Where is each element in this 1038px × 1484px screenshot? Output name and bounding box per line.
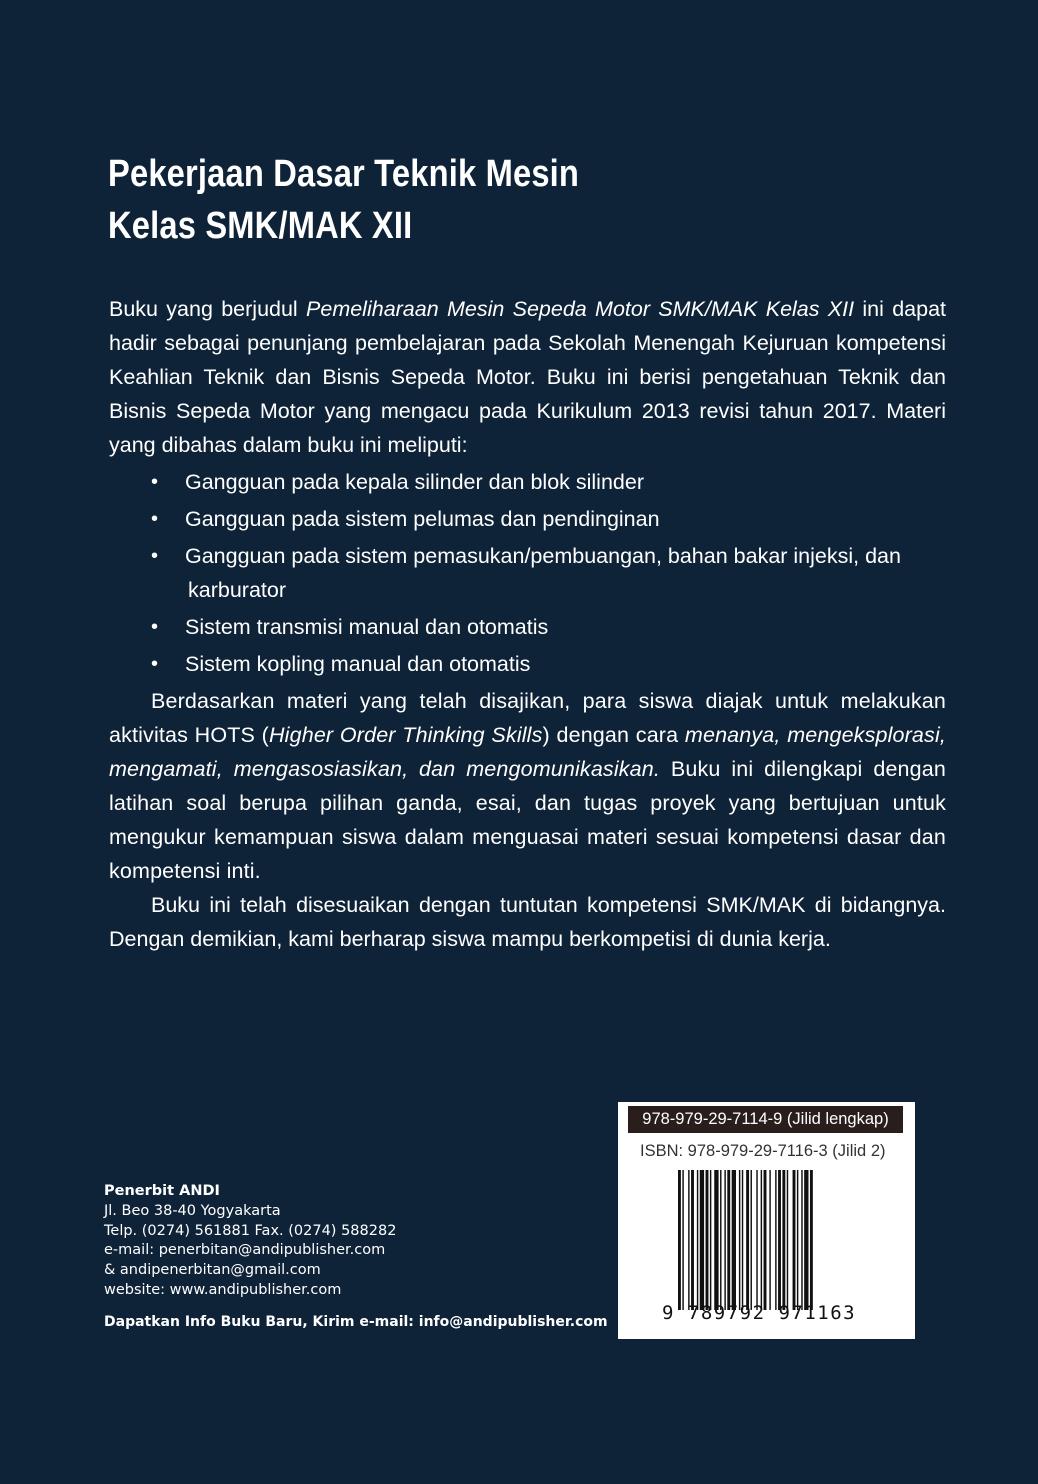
book-title [108, 148, 579, 252]
hots-part-1: Berdasarkan materi yang telah disajikan, para siswa diajak untuk melakukan aktivitas HOTS ( [109, 689, 946, 747]
description [109, 292, 946, 956]
topic-list [109, 465, 946, 681]
topic-text: Sistem kopling manual dan otomatis [185, 652, 531, 676]
publisher-website: website: www.andipublisher.com [104, 1281, 342, 1298]
list-item [109, 610, 946, 644]
topic-text: Gangguan pada sistem pelumas dan pendinginan [185, 507, 660, 531]
hots-part-3: Buku ini dilengkapi dengan latihan soal berupa pilihan ganda, esai, dan tugas proyek yang bertujuan untuk mengukur kemampuan siswa dalam menguasai materi sesuai kompetensi dasar dan kompetensi inti. [109, 757, 946, 883]
isbn-box [618, 1102, 915, 1339]
publisher-email: e-mail: penerbitan@andipublisher.com [104, 1242, 386, 1259]
list-item [109, 502, 946, 536]
publisher-name: Penerbit ANDI [104, 1183, 220, 1199]
publisher-info [104, 1182, 396, 1301]
barcode-icon [678, 1170, 868, 1310]
bullet-icon: • [151, 545, 159, 567]
title-line-1: Pekerjaan Dasar Teknik Mesin [108, 153, 580, 195]
topic-text: Gangguan pada sistem pemasukan/pembuangan, bahan bakar injeksi, dan [185, 544, 901, 568]
publisher-email-2: & andipenerbitan@gmail.com [104, 1262, 321, 1279]
closing-paragraph: Buku ini telah disesuaikan dengan tuntutan kompetensi SMK/MAK di bidangnya. Dengan demikian, kami berharap siswa mampu berkompetisi di dunia kerja. [109, 893, 946, 951]
bullet-icon: • [151, 471, 159, 493]
intro-prefix: Buku yang berjudul [109, 297, 307, 321]
topic-text-wrap: karburator [188, 578, 286, 602]
bullet-icon: • [151, 508, 159, 530]
book-title-italic: Pemeliharaan Mesin Sepeda Motor SMK/MAK Kelas XII [306, 297, 855, 321]
hots-methods: menanya, mengeksplorasi, mengamati, mengasosiasikan, dan mengomunikasikan. [109, 723, 946, 781]
info-line: Dapatkan Info Buku Baru, Kirim e-mail: info@andipublisher.com [104, 1314, 608, 1330]
bullet-icon: • [151, 653, 159, 675]
list-item [109, 465, 946, 499]
publisher-address: Jl. Beo 38-40 Yogyakarta [104, 1202, 281, 1219]
list-item [109, 539, 946, 607]
hots-part-2: ) dengan cara [542, 723, 685, 747]
hots-paragraph [109, 684, 946, 888]
topic-text: Gangguan pada kepala silinder dan blok silinder [185, 470, 644, 494]
isbn-volume: ISBN: 978-979-29-7116-3 (Jilid 2) [640, 1142, 886, 1160]
bullet-icon: • [151, 616, 159, 638]
list-item [109, 647, 946, 681]
publisher-phone: Telp. (0274) 561881 Fax. (0274) 588282 [104, 1222, 397, 1239]
intro-paragraph [109, 292, 946, 462]
intro-suffix: ini dapat hadir sebagai penunjang pembelajaran pada Sekolah Menengah Kejuruan kompetensi Keahlian Teknik dan Bisnis Sepeda Motor. Buku ini berisi pengetahuan Teknik dan Bisnis Sepeda Motor yang mengacu pada Kurikulum 2013 revisi tahun 2017. Materi yang dibahas dalam buku ini meliputi: [109, 297, 947, 457]
isbn-full-set: 978-979-29-7114-9 (Jilid lengkap) [628, 1106, 903, 1133]
barcode-digits: 9 789792 971163 [662, 1302, 857, 1324]
hots-term: Higher Order Thinking Skills [269, 723, 543, 747]
topic-text: Sistem transmisi manual dan otomatis [185, 615, 549, 639]
title-line-2: Kelas SMK/MAK XII [108, 205, 413, 247]
